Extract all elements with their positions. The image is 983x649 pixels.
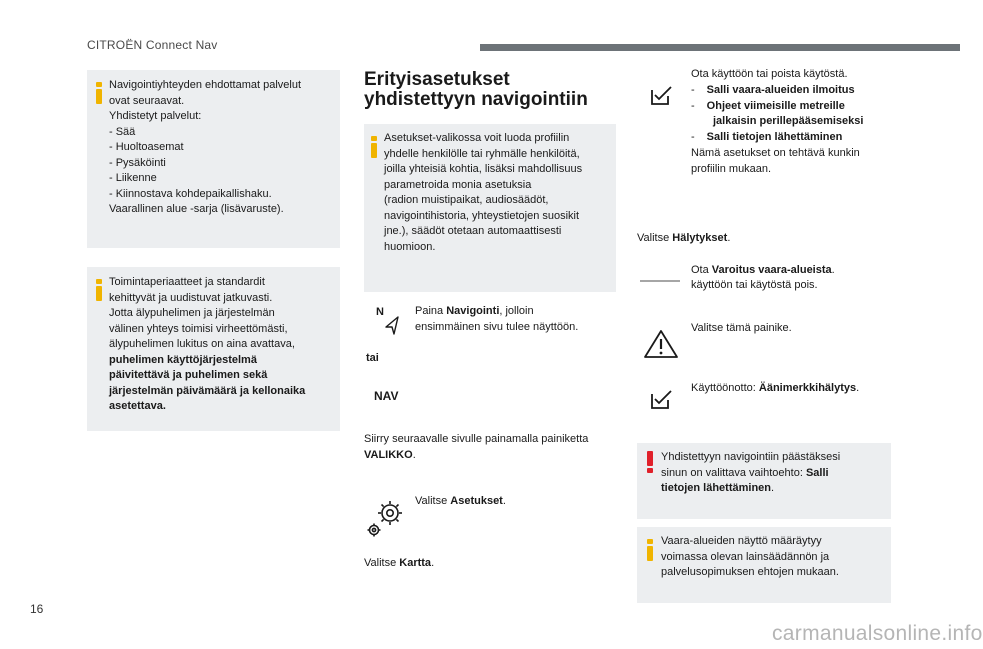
legislation-line: palvelusopimuksen ehtojen mukaan.	[661, 566, 839, 578]
watermark: carmanualsonline.info	[772, 622, 983, 645]
warning-panel-line: sinun on valittava vaihtoehto: Salli	[661, 466, 829, 479]
warning-triangle-icon	[643, 329, 679, 359]
nav-button-label: NAV	[374, 389, 399, 403]
standards-line: kehittyvät ja uudistuvat jatkuvasti.	[109, 291, 273, 304]
standards-bold-line: puhelimen käyttöjärjestelmä	[109, 353, 257, 366]
standards-bold-line: asetettava.	[109, 400, 166, 412]
navigation-icon	[374, 306, 404, 336]
warning-panel-line: tietojen lähettäminen.	[661, 482, 775, 494]
header-bar	[480, 44, 960, 51]
section-title-line: yhdistettyyn navigointiin	[364, 89, 588, 110]
menu-instruction-line-2: VALIKKO.	[364, 449, 416, 461]
info-icon	[96, 82, 102, 104]
services-line: - Huoltoasemat	[109, 141, 184, 153]
legislation-line: Vaara-alueiden näyttö määräytyy	[661, 535, 822, 547]
profiles-line: Asetukset-valikossa voit luoda profiilin	[384, 132, 570, 144]
settings-gears-icon	[366, 496, 408, 540]
sound-alert-text: Käyttöönotto: Äänimerkkihälytys.	[691, 382, 860, 394]
profiles-line: parametroida monia asetuksia	[384, 178, 532, 191]
toggle-item-continuation: jalkaisin perillepääsemiseksi	[713, 115, 864, 127]
standards-line: Toimintaperiaatteet ja standardit	[109, 276, 265, 288]
standards-line: älypuhelimen lukitus on aina avattava,	[109, 338, 295, 350]
services-line: - Kiinnostava kohdepaikallishaku.	[109, 187, 272, 200]
document-header-title: CITROËN Connect Nav	[87, 38, 218, 52]
profiles-line: joilla yhteisiä kohtia, lisäksi mahdollisuus	[384, 163, 583, 175]
toggle-line-icon	[640, 270, 680, 274]
profiles-line: navigointihistoria, yhteystietojen suosikit	[384, 209, 580, 222]
warning-button-text: Valitse tämä painike.	[691, 322, 792, 334]
toggle-item: - Ohjeet viimeisille metreille	[691, 100, 845, 112]
select-map-text: Valitse Kartta.	[364, 557, 435, 569]
profiles-line: yhdelle henkilölle tai ryhmälle henkilöitä,	[384, 147, 580, 160]
danger-zone-text-2: käyttöön tai käytöstä pois.	[691, 279, 818, 291]
select-settings-text: Valitse Asetukset.	[415, 495, 506, 507]
info-icon	[371, 136, 377, 158]
section-title-line: Erityisasetukset	[364, 69, 510, 90]
info-icon	[647, 539, 653, 561]
services-line: - Liikenne	[109, 172, 157, 184]
press-navigation-text-2: ensimmäinen sivu tulee näyttöön.	[415, 321, 579, 333]
services-line: Vaarallinen alue -sarja (lisävaruste).	[109, 203, 284, 215]
warning-panel-line: Yhdistettyyn navigointiin päästäksesi	[661, 451, 841, 463]
toggle-note: Nämä asetukset on tehtävä kunkin	[691, 147, 860, 159]
standards-line: välinen yhteys toimisi virheettömästi,	[109, 322, 288, 335]
standards-bold-line: päivitettävä ja puhelimen sekä	[109, 369, 268, 381]
profiles-line: jne.), säädöt otetaan automaattisesti	[384, 225, 562, 237]
info-panel-legislation	[637, 527, 891, 603]
warning-panel	[637, 443, 891, 519]
info-panel-services	[87, 70, 340, 248]
services-line: ovat seuraavat.	[109, 94, 185, 107]
warning-exclamation-icon	[647, 451, 653, 473]
page-number: 16	[30, 602, 44, 616]
press-navigation-text: Paina Navigointi, jolloin	[415, 305, 534, 317]
compass-letter: N	[376, 306, 384, 318]
select-alerts-text: Valitse Hälytykset.	[637, 232, 731, 244]
services-line: Navigointiyhteyden ehdottamat palvelut	[109, 79, 302, 91]
standards-line: Jotta älypuhelimen ja järjestelmän	[109, 307, 275, 319]
danger-zone-text: Ota Varoitus vaara-alueista.	[691, 264, 835, 276]
info-panel-profiles	[364, 124, 616, 292]
legislation-line: voimassa olevan lainsäädännön ja	[661, 550, 830, 563]
profiles-line: huomioon.	[384, 240, 436, 253]
menu-instruction-line: Siirry seuraavalle sivulle painamalla painiketta	[364, 433, 589, 445]
toggle-item: - Salli tietojen lähettäminen	[691, 131, 843, 143]
profiles-line: (radion muistipaikat, audiosäädöt,	[384, 194, 549, 206]
info-icon	[96, 279, 102, 301]
info-panel-standards	[87, 267, 340, 431]
toggle-item: - Salli vaara-alueiden ilmoitus	[691, 84, 855, 96]
services-line: - Pysäköinti	[109, 156, 166, 169]
checkbox-icon	[650, 388, 674, 410]
toggle-note: profiilin mukaan.	[691, 163, 772, 175]
services-line: - Sää	[109, 125, 136, 138]
section-title	[364, 70, 588, 110]
services-line: Yhdistetyt palvelut:	[109, 110, 202, 122]
checkbox-icon	[650, 84, 674, 106]
toggle-instruction: Ota käyttöön tai poista käytöstä.	[691, 68, 848, 80]
or-label: tai	[366, 352, 379, 364]
standards-bold-line: järjestelmän päivämäärä ja kellonaika	[109, 384, 306, 397]
